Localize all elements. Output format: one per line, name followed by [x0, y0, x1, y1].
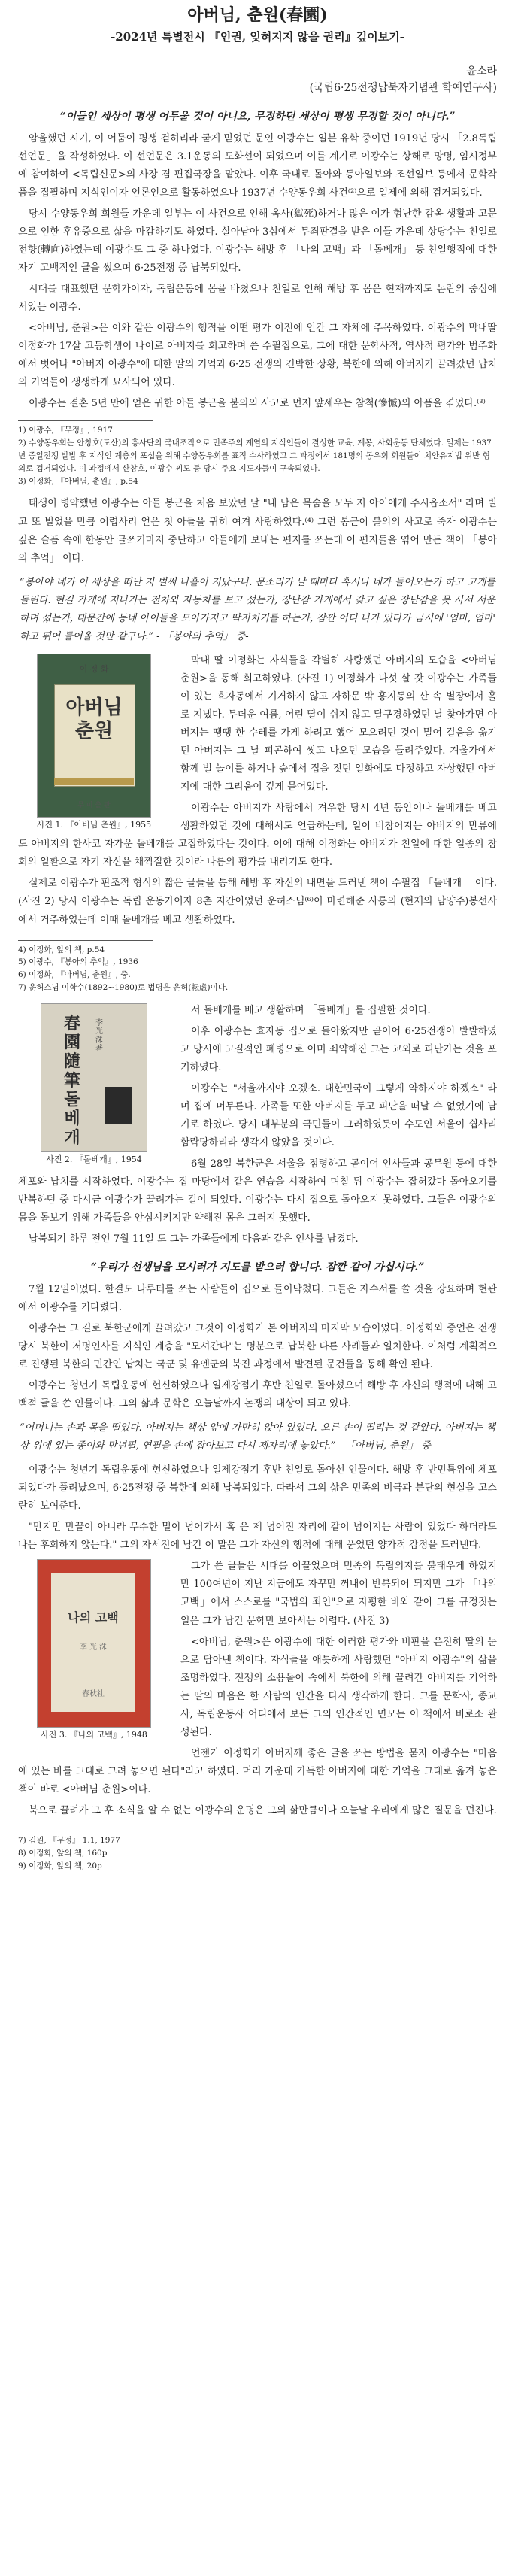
section-a [18, 130, 497, 317]
paragraph: 당시 수양동우회 회원들 가운데 일부는 이 사건으로 인해 옥사(獄死)하거나 많은 이가 험난한 감옥 생활과 고문으로 인한 후유증으로 삶을 마감하기도 하였다. 살아남아 3심에서 무죄판결을 받은 이들 가운데 상당수는 친일로 전향(轉向)하였는데 이광수도 그 중 하나였다. 이광수는 해방 후 「나의 고백」과 「돌베개」 등 친일행적에 대한 자기 고백적인 글을 썼으며 6·25전쟁 중 납북되었다. [18, 208, 497, 275]
figure1-wrap [18, 652, 497, 933]
footnote-rule [18, 420, 153, 421]
paragraph: 이광수는 "서울까지야 오겠소. 대한민국이 그렇게 약하지야 하겠소" 라며 집에 머무른다. 가족들 또한 아버지를 두고 피난을 떠날 수 없었기에 남기로 하였다. 당시 대부분의 국민들이 그러하였듯이 수도인 서울이 쉽사리 함락당하리라 생각지 않았을 것이다. [180, 1082, 497, 1149]
paragraph: 막내 딸 이정화는 자식들을 각별히 사랑했던 아버지의 모습을 <아버님 춘원>을 통해 회고하였다. (사진 1) 이정화가 다섯 살 갓 이광수는 가족들이 있는 효자동에서 기거하지 않고 자하문 밖 홍지동의 산 속 별장에서 홀로 지냈다. 무더운 여름, 어린 딸이 쉬지 않고 달구경하였던 날 찾아가면 아버지는 땡땡 한 수레를 가게 하려고 했어 모으려던 것이 밀어 걸음을 옮기던 아버지는 그 날 피곤하여 씻고 나오던 모습을 들려주었다. 겨울가에서 함께 벌 놀이를 하거나 숲에서 집을 짓던 일화에도 다정하고 자상했던 아버지에 대한 그리움이 깊게 묻어있다. [180, 654, 497, 793]
book-author: 이 정 화 [79, 663, 109, 674]
figure-1 [18, 654, 170, 830]
footnote: 7) 김원, 『무정』 1.1, 1977 [18, 1836, 120, 1846]
author-name: 윤소라 [466, 65, 497, 77]
paragraph: 7월 12일이었다. 한결도 나루터를 쓰는 사람들이 집으로 들이닥쳤다. 그들은 자수서를 쓸 것을 강요하며 현관에서 이광수를 기다렸다. [18, 1283, 497, 1313]
paragraph: 납북되기 하루 전인 7월 11일 도 그는 가족들에게 다음과 같은 인사를 남겼다. [29, 1233, 359, 1246]
paragraph: 서 돌베개를 베고 생활하며 「돌베개」를 집필한 것이다. [191, 1004, 431, 1016]
book-publisher: 春秋社 [82, 1689, 105, 1698]
figure2-wrap [18, 1002, 497, 1252]
figure-caption: 사진 3. 『나의 고백』, 1948 [41, 1730, 147, 1740]
footnote: 6) 이정화, 『아버님, 춘원』, 중. [18, 970, 131, 980]
footnote-rule [18, 940, 153, 941]
figure3-wrap [18, 1558, 497, 1823]
figure-3 [18, 1559, 170, 1740]
section-c [18, 495, 497, 567]
book-author: 李光洙著 [95, 1018, 103, 1054]
book-cover-image [41, 1003, 147, 1152]
figure-caption: 사진 2. 『돌베개』, 1954 [46, 1154, 142, 1164]
abduction-quote: “우리가 선생님을 모시러가 지도를 받으러 합니다. 잠깐 같이 가십시다.” [90, 1261, 425, 1274]
paragraph: <아버님, 춘원>은 이광수에 대한 이러한 평가와 비판을 온전히 딸의 눈으로 담아낸 책이다. 자식들을 애틋하게 사랑했던 "아버지 이광수"의 삶을 조명하였다. 전쟁의 소용돌이 속에서 북한에 의해 끌려간 아버지를 기억하는 딸의 마음은 한 사람의 인간을 다시 생각하게 한다. 그를 문학사, 종교사, 독립운동사 어디에서 보든 그의 인간적인 면모는 이 책에서 비로소 완성된다. [180, 1636, 497, 1738]
page-title: 아버님, 춘원(春園) [187, 5, 328, 25]
paragraph: 시대를 대표했던 문학가이자, 독립운동에 몸을 바쳤으나 친일로 인해 해방 후 몸은 현재까지도 논란의 중심에 서있는 이광수. [18, 284, 497, 314]
book-title: 나의 고백 [68, 1610, 119, 1625]
paragraph: 암울했던 시기, 이 어둠이 평생 걷히리라 굳게 믿었던 문인 이광수는 일본 유학 중이던 1919년 당시 「2.8독립선언문」을 작성하였다. 이 선언문은 3.1운동의 도화선이 되었으며 이를 계기로 이광수는 상해로 망명, 임시정부에 참여하여 <독립신문>의 사장 겸 편집국장을 맡았다. 이후 국내로 돌아와 동아일보와 조선일보 등에서 문학작품을 집필하며 지식인이자 언론인으로 활동하였으나 1937년 수양동우회 사건⁽²⁾으로 일제에 의해 검거되었다. [18, 132, 497, 199]
paragraph: 이광수는 아버지가 사랑에서 겨우한 당시 4년 동안이나 돌베개를 베고 생활하였던 것에 대해서도 언급하는데, 일이 비참어지는 아버지의 만류에도 아버지의 한사코 자가운 돌베개를 고집하였다는 것이다. 이에 대해 이정화는 아버지가 친일에 대한 일종의 참회의 일환으로 자기 자신을 채찍질한 것이라 나름의 평가를 내리기도 한다. [18, 803, 497, 869]
footnotes-page2 [18, 944, 497, 994]
footnote: 9) 이정화, 앞의 책, 20p [18, 1861, 102, 1871]
paragraph: 그가 쓴 글들은 시대를 이끌었으며 민족의 독립의지를 불태우게 하였지만 100여년이 지난 지금에도 자꾸만 꺼내어 반복되어 되지만 그가 「나의 고백」에서 스스로를 "국법의 죄인"으로 자평한 바와 같이 그를 규정짓는 일은 그가 남긴 문학만 보아서는 어렵다. (사진 3) [180, 1561, 497, 1627]
footnotes-page1 [18, 424, 497, 487]
page-subtitle: -2024년 특별전시 『인권, 잊혀지지 않을 권리』깊이보기- [111, 30, 404, 44]
footnote: 3) 이정화, 『아버님, 춘원』, p.54 [18, 476, 138, 486]
letter-quote: “봉아야 네가 이 세상을 떠난 지 벌써 나흘이 지났구나. 문소리가 날 때마다 혹시나 네가 들어오는가 하고 고개를 돌린다. 현길 가게에 지나가는 전차와 자동차를 보고 섰는가, 장난감 가게에서 갖고 싶은 장난감을 못 사서 서운하며 섰는가, 대문간에 동네 아이들을 모아가지고 딱지치기를 하는가, 잠깐 어디 나가 있다가 금시에 '엄마, 엄마' 하고 뛰어 들어올 것만 같구나.” - 「봉아의 추억」 중- [20, 576, 495, 642]
section-g [18, 1461, 497, 1555]
opening-quote: “이들인 세상이 평생 어두울 것이 아니요, 무정하던 세상이 평생 무정할 것이 아니다.” [59, 111, 456, 123]
section-b [18, 320, 497, 413]
paragraph: 이광수는 청년기 독립운동에 헌신하였으나 일제강점기 후반 친일로 돌아섰으며 해방 후 자신의 행적에 대해 고백적 글을 쓴 인물이다. 그의 삶과 문학은 오늘날까지 논쟁의 대상이 되고 있다. [18, 1379, 497, 1410]
paragraph: 언젠가 이정화가 아버지께 좋은 글을 쓰는 방법을 묻자 이광수는 "마음에 있는 바를 고대로 그려 놓으면 된다"라고 하였다. 머리 가운데 가득한 아버지에 대한 기억을 그대로 옮겨 놓은 책이 바로 <아버님 춘원>이다. [18, 1747, 497, 1795]
footnote: 2) 수양동우회는 안창호(도산)의 흥사단의 국내조직으로 민족주의 계열의 지식인들이 결성한 교육, 계몽, 사회운동 단체였다. 일제는 1937년 중일전쟁 발발 후 지식인 계층의 포섭을 위해 수양동우회를 표적 수사하였고 그 과정에서 181명의 동우회 회원들이 치안유지법 위반 혐의로 검거되었다. 이 과정에서 산창호, 이광수 씨도 등 당시 주요 지도자들이 구속되었다. [18, 438, 492, 473]
paragraph: 이후 이광수는 효자동 집으로 돌아왔지만 곧이어 6·25전쟁이 발발하였고 당시에 고질적인 폐병으로 이미 쇠약해진 그는 교외로 피난가는 것을 포기하였다. [180, 1025, 497, 1073]
figure-2 [18, 1003, 170, 1165]
footnote: 1) 이광수, 『무정』, 1917 [18, 426, 113, 435]
footnote: 8) 이정화, 앞의 책, 160p [18, 1848, 108, 1858]
footnotes-page3 [18, 1834, 497, 1872]
paragraph: 이광수는 청년기 독립운동에 헌신하였으나 일제강점기 후반 친일로 돌아선 인물이다. 해방 후 반민특위에 체포되었다가 풀려났으며, 6·25전쟁 중 북한에 의해 납북되었다. 따라서 그의 삶은 민족의 비극과 분단의 현실을 고스란히 보여준다. [18, 1464, 497, 1513]
paragraph: 실제로 이광수가 판조적 형식의 짧은 글들을 통해 해방 후 자신의 내면을 드러낸 책이 수필집 「돌베개」 이다.(사진 2) 당시 이광수는 독립 운동가이자 8촌 지간이었던 운허스님⁽⁶⁾이 마련해준 사릉의 (현재의 남양주)봉선사에서 거주하였는데 이때 돌베개를 베고 생활하였다. [18, 878, 497, 926]
letter-quote-2: “어머니는 손과 목을 떨었다. 아버지는 책상 앞에 가만히 앉아 있었다. 오른 손이 떨리는 것 같았다. 아버지는 책상 위에 있는 종이와 만년필, 연필을 손에 잡아보고 다시 제자리에 놓았다.” - 「아버님, 춘원」 중- [20, 1422, 495, 1452]
footnote: 5) 이광수, 『봉아의 추억』, 1936 [18, 957, 138, 967]
document-page [18, 0, 497, 1872]
book-cover-image [37, 1559, 151, 1728]
book-publisher: 무 미 출 판 [77, 802, 111, 810]
paragraph: <아버님, 춘원>은 이와 같은 이광수의 행적을 어떤 평가 이전에 인간 그 자체에 주목하였다. 이광수의 막내딸 이정화가 17살 고등학생이 나이로 아버지를 회고하며 쓴 수필집으로, 그에 대한 문학사적, 역사적 평가와 범주화에서 벗어나 "아버지 이광수"에 대한 딸의 기억과 6·25 전쟁의 긴박한 상황, 북한에 의해 아버지가 끌려갔던 납치의 기억들이 생생하게 묘사되어 있다. [18, 323, 497, 389]
paragraph: 이광수는 결혼 5년 만에 얻은 귀한 아들 봉근을 불의의 사고로 먼저 앞세우는 참척(慘慽)의 아픔을 겪었다.⁽³⁾ [29, 398, 486, 410]
book-cover-image [37, 654, 151, 818]
paragraph: 태생이 병약했던 이광수는 아들 봉근을 처음 보았던 날 "내 남은 목숨을 모두 저 아이에게 주시옵소서" 라며 빌고 또 빌었을 만큼 어렵사리 얻은 첫 아들을 귀히 여겨 사랑하였다.⁽⁴⁾ 그런 봉근이 불의의 사고로 죽자 이광수는 깊은 슬픔 속에 한동안 글쓰기마저 중단하고 아들에게 보내는 편지를 쓰는데 이 편지들을 엮어 만든 책이 「봉아의 추억」 이다. [18, 498, 497, 564]
book-title: 春園 隨筆 돌 베 개 [63, 1013, 80, 1148]
section-f [18, 1281, 497, 1413]
paragraph: 북으로 끌려가 그 후 소식을 알 수 없는 이광수의 운명은 그의 삶만큼이나 오늘날 우리에게 많은 질문을 던진다. [29, 1805, 497, 1816]
paragraph: "만지만 만끝이 아니라 무수한 밑이 넘어가서 혹 은 제 넘어진 자리에 같이 넘어지는 사람이 있었다 하더라도 나는 후회하지 않는다." 그의 자서전에 남긴 이 말은 그가 자신의 행적에 대해 품었던 양가적 감정을 드러낸다. [18, 1522, 497, 1552]
figure-caption: 사진 1. 『아버님 춘원』, 1955 [36, 819, 152, 830]
book-author: 李 光 洙 [79, 1643, 108, 1652]
book-title: 아버님 춘원 [65, 696, 123, 743]
paragraph: 이광수는 그 길로 북한군에게 끌려갔고 그것이 이정화가 본 아버지의 마지막 모습이었다. 이정화와 증언은 전쟁 당시 북한이 저명인사를 지식인 계층을 "모셔간다"는 명분으로 납북한 다른 사례들과 일치한다. 이처럼 계획적으로 진행된 북한의 민간인 납치는 국군 및 유엔군의 북진 과정에서 발견된 문건들을 통해 확인 된다. [18, 1322, 497, 1370]
footnote: 7) 운허스님 이학수(1892~1980)로 법명은 운허(耘虛)이다. [18, 982, 229, 992]
paragraph: 6월 28일 북한군은 서울을 점령하고 곧이어 인사들과 공무원 등에 대한 체포와 납치를 시작하였다. 이광수는 집 마당에서 같은 연습을 시작하여 며칠 뒤 이광수는 잡혀갔다 돌아오기를 반복하던 중 다시금 이광수가 끌려가는 길이 되었다. 이광수는 다시 집으로 돌아오지 못하였다. 그들은 이광수의 몸을 돌보기 위해 가족들을 안심시키지만 약해진 몸은 그러지 못했다. [18, 1158, 497, 1224]
footnote: 4) 이정화, 앞의 책, p.54 [18, 945, 105, 954]
author-affiliation: (국립6·25전쟁납북자기념관 학예연구사) [309, 82, 497, 94]
